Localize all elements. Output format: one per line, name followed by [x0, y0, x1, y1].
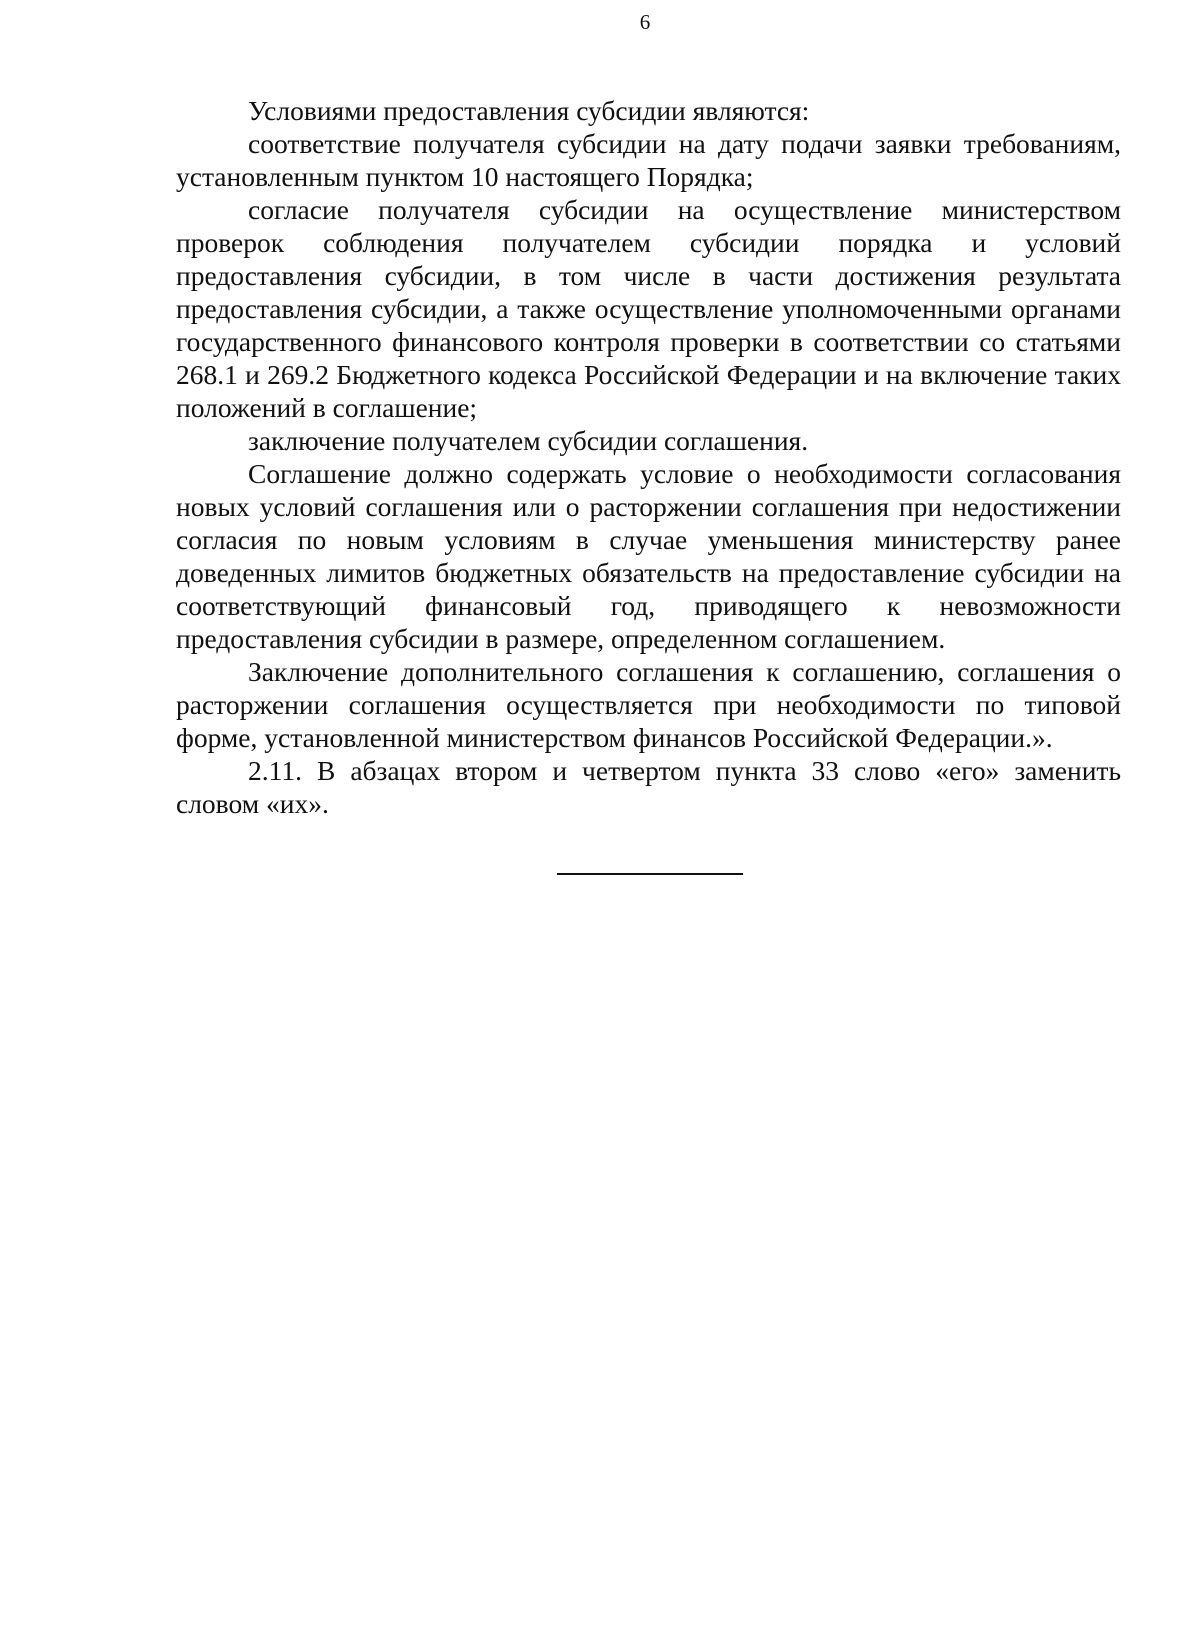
page-number: 6 [639, 10, 651, 34]
paragraph-agreement-terms: Соглашение должно содержать условие о необходимости согласования новых условий соглашения или о расторжении соглашения при недостижении согласия по новым условиям в случае уменьшения министерству ранее доведенных лимитов бюджетных обязательств на предоставление субсидии на соответствующий финансовый год, приводящего к невозможности предоставления субсидии в размере, определенном соглашением. [176, 458, 1121, 654]
paragraph-amendment-2-11: 2.11. В абзацах втором и четвертом пункта 33 слово «его» заменить словом «их». [176, 755, 1121, 819]
paragraph-conditions-heading: Условиями предоставления субсидии являются: [248, 95, 810, 126]
paragraph-compliance: соответствие получателя субсидии на дату подачи заявки требованиям, установленным пунктом 10 настоящего Порядка; [176, 128, 1121, 192]
paragraph-additional-agreement: Заключение дополнительного соглашения к соглашению, соглашения о расторжении соглашения осуществляется при необходимости по типовой форме, установленной министерством финансов Российской Федерации.». [176, 656, 1121, 753]
end-divider [557, 873, 743, 875]
paragraph-consent: согласие получателя субсидии на осуществление министерством проверок соблюдения получателем субсидии порядка и условий предоставления субсидии, в том числе в части достижения результата предоставления субсидии, а также осуществление уполномоченными органами государственного финансового контроля проверки в соответствии со статьями 268.1 и 269.2 Бюджетного кодекса Российской Федерации и на включение таких положений в соглашение; [176, 194, 1121, 423]
document-body [176, 94, 1121, 820]
paragraph-agreement-conclusion: заключение получателем субсидии соглашения. [248, 425, 809, 456]
